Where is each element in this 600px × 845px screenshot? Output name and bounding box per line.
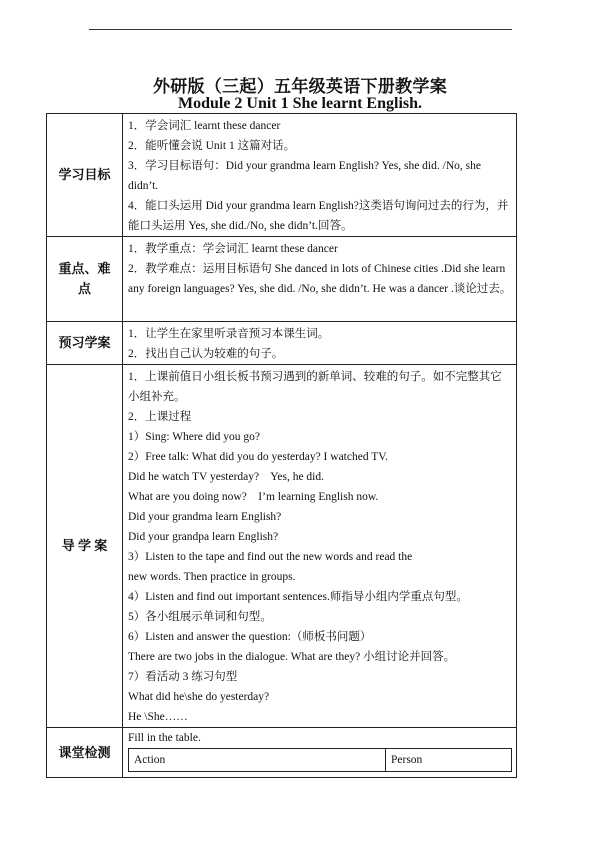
fill-in-header-action: Action xyxy=(129,749,386,772)
check-row xyxy=(47,728,517,778)
guide-line: 4）Listen and find out important sentences.师指导小组内学重点句型。 xyxy=(128,591,468,603)
key-point-line: 1．教学重点：学会词汇 learnt these dancer xyxy=(128,243,338,255)
guide-line: 3）Listen to the tape and find out the new words and read the new words. Then practice in groups. xyxy=(128,551,413,583)
goal-line: 4．能口头运用 Did your grandma learn English?这类语句询问过去的行为，并能口头运用 Yes, she did./No, she didn’t.回答。 xyxy=(128,200,509,232)
guide-label: 导 学 案 xyxy=(47,365,123,728)
guide-line: What are you doing now? I’m learning English now. xyxy=(128,491,379,503)
guide-content xyxy=(123,365,517,728)
check-intro: Fill in the table. xyxy=(128,732,201,744)
goals-row xyxy=(47,114,517,237)
check-content xyxy=(123,728,517,778)
check-label: 课堂检测 xyxy=(47,728,123,778)
goals-content xyxy=(123,114,517,237)
guide-line: 2）Free talk: What did you do yesterday? I watched TV. xyxy=(128,451,388,463)
goal-line: 2．能听懂会说 Unit 1 这篇对话。 xyxy=(128,140,296,152)
guide-line: Did your grandma learn English? xyxy=(128,511,282,523)
key-points-label-text: 重点、难点 xyxy=(58,261,111,296)
fill-in-header-person: Person xyxy=(386,749,512,772)
guide-line: 1）Sing: Where did you go? xyxy=(128,431,261,443)
lesson-plan-table xyxy=(46,113,517,778)
guide-line: There are two jobs in the dialogue. What are they? 小组讨论并回答。 xyxy=(128,651,456,663)
goal-line: 3．学习目标语句：Did your grandma learn English? Yes, she did. /No, she didn’t. xyxy=(128,160,481,192)
guide-line: 1．上课前值日小组长板书预习遇到的新单词、较难的句子。如不完整其它小组补充。 xyxy=(128,371,502,403)
guide-line: What did he\she do yesterday? xyxy=(128,691,270,703)
document-title-cn: 外研版（三起）五年级英语下册教学案 xyxy=(152,77,448,96)
key-points-label xyxy=(47,237,123,322)
goal-line: 1．学会词汇 learnt these dancer xyxy=(128,120,281,132)
fill-in-table xyxy=(128,748,512,772)
preview-row xyxy=(47,322,517,365)
header-rule xyxy=(89,29,512,30)
key-points-content xyxy=(123,237,517,322)
guide-line: 5）各小组展示单词和句型。 xyxy=(128,611,272,623)
guide-line: Did he watch TV yesterday? Yes, he did. xyxy=(128,471,324,483)
goals-label: 学习目标 xyxy=(47,114,123,237)
preview-line: 1．让学生在家里听录音预习本课生词。 xyxy=(128,328,330,340)
document-title-en: Module 2 Unit 1 She learnt English. xyxy=(177,95,423,112)
preview-content xyxy=(123,322,517,365)
key-point-line: 2．教学难点：运用目标语句 She danced in lots of Chinese cities .Did she learn any foreign languages? Yes, she did. /No, she didn’t. He was a dancer .谈论过去。 xyxy=(128,263,512,295)
guide-line: 6）Listen and answer the question:（师板书问题） xyxy=(128,631,372,643)
guide-line: He \She…… xyxy=(128,711,188,723)
key-points-row xyxy=(47,237,517,322)
guide-line: Did your grandpa learn English? xyxy=(128,531,279,543)
guide-line: 2．上课过程 xyxy=(128,411,192,423)
guide-row xyxy=(47,365,517,728)
preview-line: 2．找出自己认为较难的句子。 xyxy=(128,348,284,360)
guide-line: 7）看活动 3 练习句型 xyxy=(128,671,238,683)
fill-in-table-header xyxy=(129,749,512,772)
preview-label: 预习学案 xyxy=(47,322,123,365)
